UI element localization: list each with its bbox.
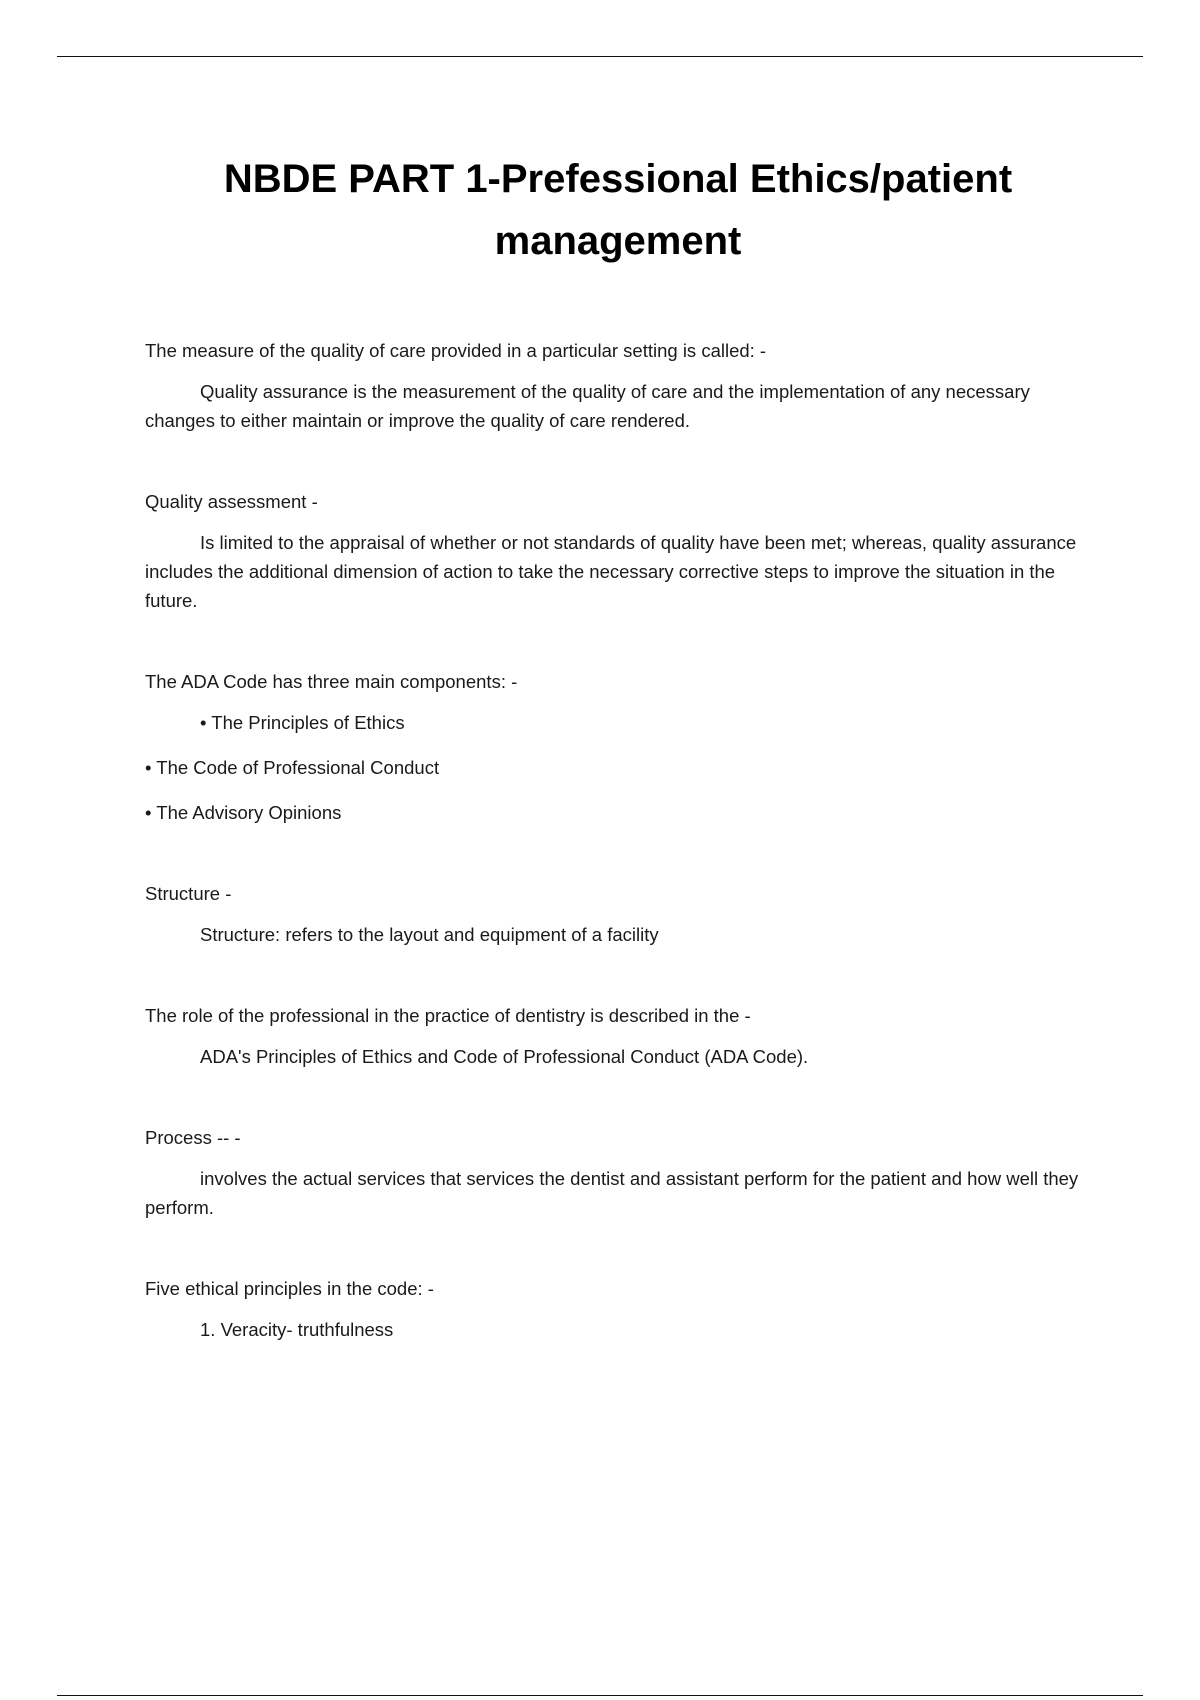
flashcard-6 [145,1123,1095,1222]
flashcard-3 [145,667,1095,827]
question-text: The role of the professional in the practice of dentistry is described in the - [145,1005,751,1026]
answer-block [145,1315,1095,1344]
answer-block [145,708,1095,827]
top-rule [57,56,1143,57]
bottom-rule [57,1695,1143,1696]
flashcard-list [145,336,1095,1396]
flashcard-4 [145,879,1095,949]
answer-text: ADA's Principles of Ethics and Code of Professional Conduct (ADA Code). [200,1046,809,1067]
answer-block [145,1042,1095,1071]
answer-block [145,1164,1095,1222]
answer-text: involves the actual services that services the dentist and assistant perform for the patient and how well they perform. [145,1168,1079,1218]
answer-text: Quality assurance is the measurement of the quality of care and the implementation of any necessary changes to either maintain or improve the quality of care rendered. [145,381,1030,431]
answer-text: Structure: refers to the layout and equipment of a facility [200,924,659,945]
question-text: The measure of the quality of care provided in a particular setting is called: - [145,340,767,361]
question-text: Five ethical principles in the code: - [145,1278,434,1299]
answer-block [145,377,1095,435]
flashcard-5 [145,1001,1095,1071]
flashcard-2 [145,487,1095,615]
question-text: Quality assessment - [145,491,318,512]
page-title: NBDE PART 1-Prefessional Ethics/patient management [223,157,1013,263]
flashcard-7 [145,1274,1095,1344]
answer-bullet: • The Advisory Opinions [145,802,342,823]
answer-bullet: • The Code of Professional Conduct [145,757,440,778]
answer-bullet: • The Principles of Ethics [200,712,405,733]
answer-block [145,528,1095,615]
flashcard-1 [145,336,1095,435]
answer-block [145,920,1095,949]
answer-text: Is limited to the appraisal of whether or not standards of quality have been met; whereas, quality assurance includes the additional dimension of action to take the necessary corrective steps to improve the situation in the future. [145,532,1077,611]
question-text: Process -- - [145,1127,241,1148]
question-text: Structure - [145,883,232,904]
question-text: The ADA Code has three main components: - [145,671,518,692]
answer-text: 1. Veracity- truthfulness [200,1319,394,1340]
